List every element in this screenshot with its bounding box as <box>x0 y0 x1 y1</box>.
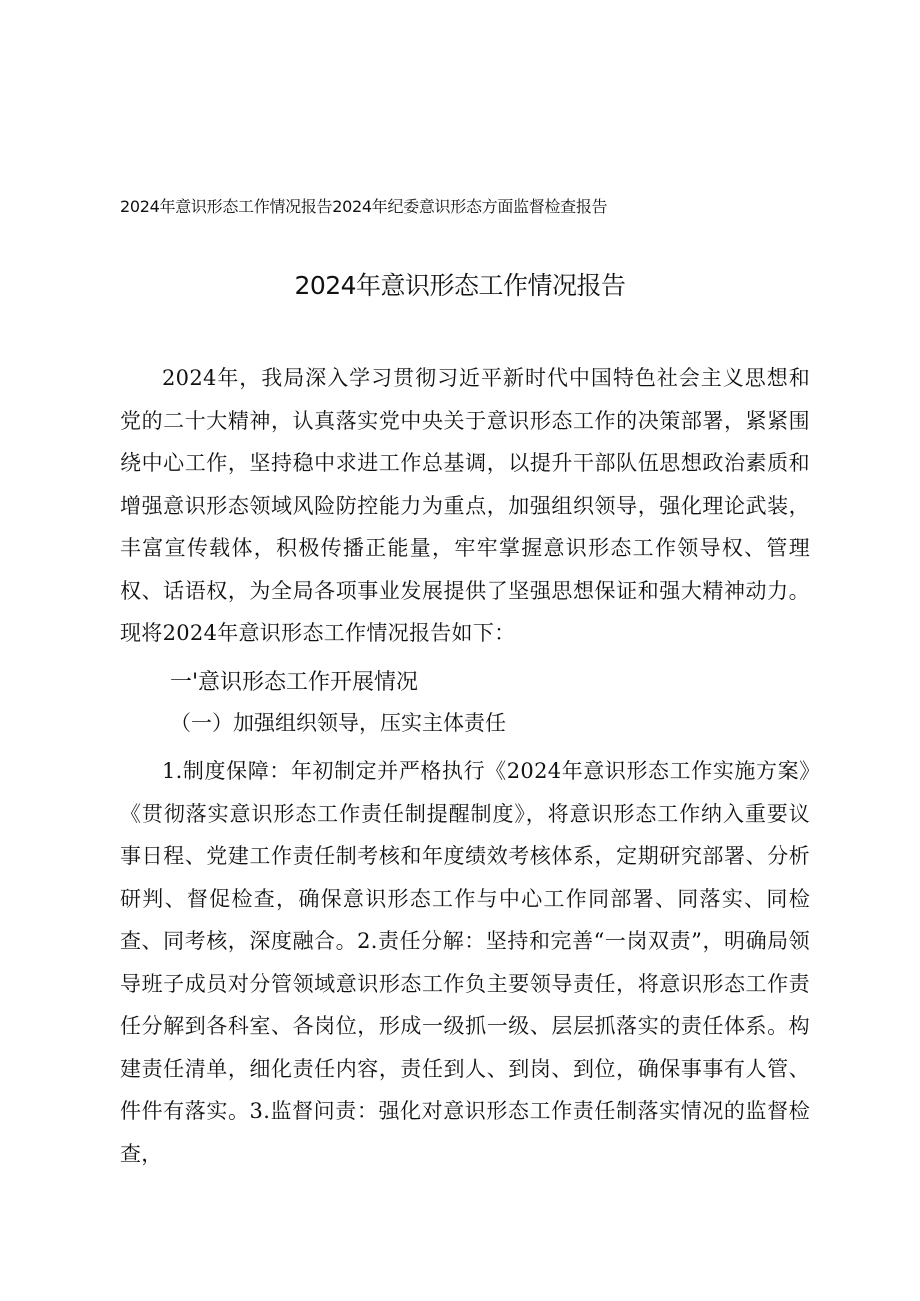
sub-heading: （一）加强组织领导，压实主体责任 <box>170 711 506 735</box>
intro-paragraph: 2024年，我局深入学习贯彻习近平新时代中国特色社会主义思想和党的二十大精神，认真落实党中央关于意识形态工作的决策部署，紧紧围绕中心工作，坚持稳中求进工作总基调，以提升干部队伍思想政治素质和增强意识形态领域风险防控能力为重点，加强组织领导，强化理论武装，丰富宣传载体，积极传播正能量，牢牢掌握意识形态工作领导权、管理权、话语权，为全局各项事业发展提供了坚强思想保证和强大精神动力。现将2024年意识形态工作情况报告如下： <box>120 366 810 645</box>
section-heading: 一'意识形态工作开展情况 <box>170 670 419 695</box>
body-paragraph: 1.制度保障：年初制定并严格执行《2024年意识形态工作实施方案》《贯彻落实意识形态工作责任制提醒制度》，将意识形态工作纳入重要议事日程、党建工作责任制考核和年度绩效考核体系，定期研究部署、分析研判、督促检查，确保意识形态工作与中心工作同部署、同落实、同检查、同考核，深度融合。2.责任分解：坚持和完善“一岗双责”，明确局领导班子成员对分管领域意识形态工作负主要领导责任，将意识形态工作责任分解到各科室、各岗位，形成一级抓一级、层层抓落实的责任体系。构建责任清单，细化责任内容，责任到人、到岗、到位，确保事事有人管、件件有落实。3.监督问责：强化对意识形态工作责任制落实情况的监督检查， <box>120 759 810 1166</box>
document-header-line: 2024年意识形态工作情况报告2024年纪委意识形态方面监督检查报告 <box>120 197 608 216</box>
document-title: 2024年意识形态工作情况报告 <box>294 271 626 300</box>
